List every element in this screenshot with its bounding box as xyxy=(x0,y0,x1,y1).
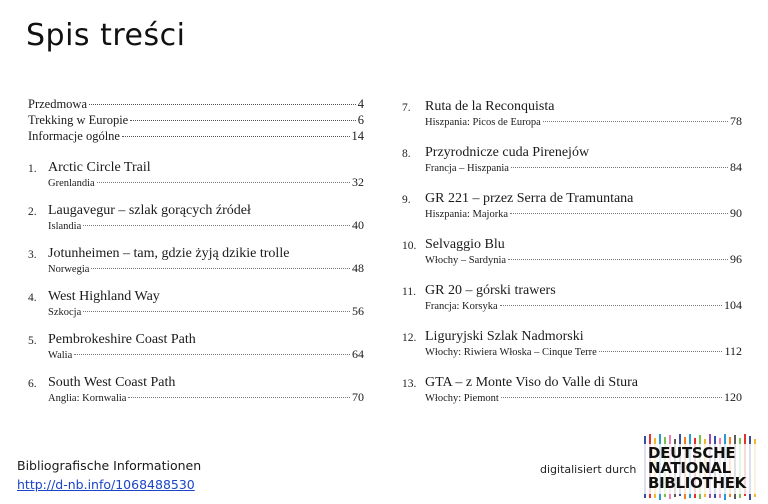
toc-page-number: 6 xyxy=(357,113,364,127)
entry-page: 64 xyxy=(352,347,364,361)
toc-page-number: 14 xyxy=(351,129,364,143)
page-title: Spis treści xyxy=(26,18,186,53)
entry-title: Liguryjski Szlak Nadmorski xyxy=(425,329,584,344)
leader-dots xyxy=(508,259,728,260)
entry-title: South West Coast Path xyxy=(48,375,176,390)
entry-number: 12. xyxy=(402,332,417,344)
bibliographic-info xyxy=(17,456,201,494)
dnb-logo-text xyxy=(648,446,746,491)
toc-entry[interactable] xyxy=(28,288,364,331)
entry-region: Włochy – Sardynia xyxy=(425,255,507,266)
leader-dots xyxy=(128,397,350,398)
bibliographic-label: Bibliografische Informationen xyxy=(17,458,202,473)
entry-page: 40 xyxy=(352,218,364,232)
leader-dots xyxy=(97,182,350,183)
entry-number: 9. xyxy=(402,194,411,206)
entry-number: 10. xyxy=(402,240,417,252)
entry-region: Szkocja xyxy=(48,307,82,318)
entry-region: Anglia: Kornwalia xyxy=(48,393,127,404)
entry-title: Selvaggio Blu xyxy=(425,237,505,252)
toc-general-item[interactable] xyxy=(28,129,364,145)
digitized-by-label: digitalisiert durch xyxy=(540,463,637,476)
toc-page-number: 4 xyxy=(357,97,364,111)
leader-dots xyxy=(122,136,350,137)
entry-page: 120 xyxy=(724,390,742,404)
leader-dots xyxy=(511,167,728,168)
entry-number: 5. xyxy=(28,335,37,347)
entry-page: 104 xyxy=(724,298,742,312)
entry-page: 78 xyxy=(730,114,742,128)
entry-region: Włochy: Riwiera Włoska – Cinque Terre xyxy=(425,347,597,358)
entry-title: GR 20 – górski trawers xyxy=(425,283,556,298)
entry-page: 84 xyxy=(730,160,742,174)
entry-page: 70 xyxy=(352,390,364,404)
leader-dots xyxy=(91,268,350,269)
entry-number: 3. xyxy=(28,249,37,261)
leader-dots xyxy=(500,305,722,306)
entry-page: 112 xyxy=(724,344,742,358)
logo-line: NATIONAL xyxy=(648,459,731,477)
entry-page: 96 xyxy=(730,252,742,266)
toc-left-column xyxy=(28,97,364,417)
leader-dots xyxy=(83,225,350,226)
toc-general-item[interactable] xyxy=(28,113,364,129)
entry-title: Przyrodnicze cuda Pirenejów xyxy=(425,145,590,160)
logo-line: BIBLIOTHEK xyxy=(648,474,746,492)
entry-number: 2. xyxy=(28,206,37,218)
entry-region: Francja: Korsyka xyxy=(425,301,498,312)
leader-dots xyxy=(130,120,356,121)
toc-entry[interactable] xyxy=(28,245,364,288)
toc-entry[interactable] xyxy=(28,331,364,374)
toc-entry[interactable] xyxy=(402,282,742,328)
toc-entry[interactable] xyxy=(402,374,742,420)
entry-region: Grenlandia xyxy=(48,178,95,189)
toc-entry[interactable] xyxy=(402,144,742,190)
entry-page: 48 xyxy=(352,261,364,275)
leader-dots xyxy=(501,397,722,398)
bibliographic-link[interactable]: http://d-nb.info/1068488530 xyxy=(17,477,195,492)
entry-number: 1. xyxy=(28,163,37,175)
entry-region: Francja – Hiszpania xyxy=(425,163,509,174)
leader-dots xyxy=(83,311,350,312)
entry-title: GR 221 – przez Serra de Tramuntana xyxy=(425,191,634,206)
toc-item-label: Trekking w Europie xyxy=(28,113,129,127)
entry-number: 6. xyxy=(28,378,37,390)
entry-page: 32 xyxy=(352,175,364,189)
entry-number: 13. xyxy=(402,378,417,390)
entry-title: Ruta de la Reconquista xyxy=(425,99,555,114)
entry-title: Pembrokeshire Coast Path xyxy=(48,332,196,347)
toc-entry[interactable] xyxy=(28,202,364,245)
entry-number: 4. xyxy=(28,292,37,304)
toc-item-label: Przedmowa xyxy=(28,97,88,111)
toc-entry[interactable] xyxy=(28,374,364,417)
entry-title: Arctic Circle Trail xyxy=(48,160,151,175)
entry-region: Hiszpania: Majorka xyxy=(425,209,509,220)
entry-page: 90 xyxy=(730,206,742,220)
entry-page: 56 xyxy=(352,304,364,318)
toc-entry[interactable] xyxy=(402,328,742,374)
entry-region: Islandia xyxy=(48,221,82,232)
logo-line: DEUTSCHE xyxy=(648,444,736,462)
entry-title: Jotunheimen – tam, gdzie żyją dzikie trolle xyxy=(48,246,290,261)
entry-number: 11. xyxy=(402,286,416,298)
toc-general-item[interactable] xyxy=(28,97,364,113)
entry-number: 8. xyxy=(402,148,411,160)
leader-dots xyxy=(599,351,723,352)
entry-region: Hiszpania: Picos de Europa xyxy=(425,117,541,128)
toc-item-label: Informacje ogólne xyxy=(28,129,120,143)
toc-right-column xyxy=(402,98,742,420)
leader-dots xyxy=(543,121,728,122)
toc-entry[interactable] xyxy=(402,236,742,282)
entry-title: West Highland Way xyxy=(48,289,160,304)
leader-dots xyxy=(74,354,350,355)
toc-entry[interactable] xyxy=(402,190,742,236)
entry-region: Walia xyxy=(48,350,73,361)
toc-entry[interactable] xyxy=(402,98,742,144)
entry-region: Włochy: Piemont xyxy=(425,393,499,404)
entry-title: Laugavegur – szlak gorących źródeł xyxy=(48,203,251,218)
leader-dots xyxy=(89,104,356,105)
leader-dots xyxy=(510,213,728,214)
entry-number: 7. xyxy=(402,102,411,114)
entry-region: Norwegia xyxy=(48,264,90,275)
toc-general-section xyxy=(28,97,364,145)
entry-title: GTA – z Monte Viso do Valle di Stura xyxy=(425,375,638,390)
toc-entry[interactable] xyxy=(28,159,364,202)
